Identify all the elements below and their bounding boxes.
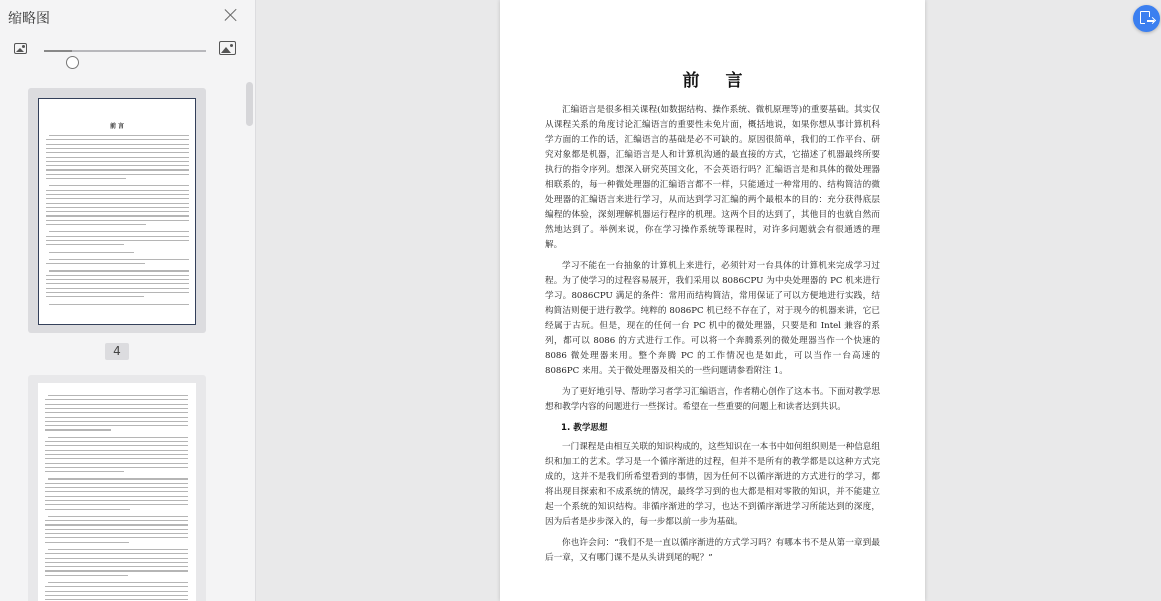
thumbnail-text-line: [48, 582, 188, 583]
thumbnail-text-line: [46, 152, 189, 153]
thumbnail-text-line: [46, 194, 189, 195]
slider-thumb[interactable]: [66, 56, 79, 69]
thumbnail-text-line: [46, 207, 189, 208]
thumbnail-text-line: [48, 478, 188, 479]
thumbnail-text-line: [46, 161, 189, 162]
thumbnail-text-line: [46, 165, 189, 166]
thumbnail-title: 前 言: [109, 123, 125, 130]
thumbnail-text-line: [45, 562, 188, 563]
paragraph: 一门课程是由相互关联的知识构成的，这些知识在一本书中如何组织则是一种信息组织和加工的艺术。学习是一个循序渐进的过程，但并不是所有的教学都是以这种方式完成的，这并不是我们所希望看到的事情，因为任何不以循序渐进的方式进行的学习，都将出现目探索和不成系统的情况，最终学习到的也大都是相对零散的知识，并不能建立起一个系统的知识结构。非循序渐进的学习，也达不到循序渐进学习所能达到的深度，因为后者是步步深入的，每一步都以前一步为基础。: [545, 442, 880, 527]
thumbnail-text-line: [45, 553, 188, 554]
thumbnail-text-line: [46, 215, 189, 216]
document-body: [545, 103, 880, 572]
thumbnail-text-line: [45, 524, 188, 525]
thumbnail-text-line: [45, 586, 188, 587]
thumbnail-text-line: [45, 441, 188, 442]
thumbnail-text-line: [45, 504, 188, 505]
thumbnail-text-line: [46, 157, 189, 158]
thumbnail-zoom-slider[interactable]: [44, 50, 206, 52]
paragraph: 你也许会问：“我们不是一直以循序渐进的方式学习吗？有哪本书不是从第一章到最后一章，又有哪门课不是从头讲到尾的呢？”: [545, 538, 880, 563]
thumbnail-text-line: [49, 304, 189, 305]
thumbnail-text-line: [45, 570, 188, 571]
page-title: 前言: [682, 71, 769, 91]
thumbnail-text-line: [49, 259, 189, 260]
thumbnail-text-line: [49, 135, 189, 136]
thumbnail-text-line: [46, 178, 126, 179]
thumbnail-text-line: [45, 542, 129, 543]
thumbnail-text-line: [45, 491, 188, 492]
thumbnail-text-line: [46, 292, 189, 293]
thumbnail-page-number: 4: [105, 343, 129, 360]
thumbnail-page-4[interactable]: [28, 88, 206, 333]
close-icon[interactable]: [222, 6, 240, 24]
slider-fill: [44, 50, 72, 52]
paragraph: 学习不能在一台抽象的计算机上来进行，必须针对一台具体的计算机来完成学习过程。为了使学习的过程容易展开，我们采用以 8086CPU 为中央处理器的 PC 机来进行学习。8086CPU 满足的条件：常用而结构简洁，常用保证了可以方便地进行实践，结构简洁则便于进行教学。纯粹的 8086PC 机已经不存在了，对于现今的机器来讲，它已经属于古玩。但是，现在的任何一台 PC 机中的微处理器，只要是和 Intel 兼容的系列，都可以 8086 的方式进行工作。可以将一个奔腾系列的微处理器当作一个快速的 8086 微处理器来用。整个奔腾 PC 的工作情况也是如此，可以当作一台高速的 8086PC 来用。关于微处理器及相关的一些问题请参看附注 1。: [545, 261, 880, 376]
paragraph: 汇编语言是很多相关课程(如数据结构、操作系统、微机原理等)的重要基础。其实仅从课程关系的角度讨论汇编语言的重要性未免片面，概括地说，如果你想从事计算机科学方面的工作的话，汇编语言的基础是必不可缺的。原因很简单，我们的工作平台、研究对象都是机器，汇编语言是人和计算机沟通的最直接的方式，它描述了机器最终所要执行的指令序列。想深入研究英国文化，不会英语行吗？汇编语言是和具体的微处理器相联系的，每一种微处理器的汇编语言都不一样，只能通过一种常用的、结构简洁的微处理器的汇编语言来进行学习，从而达到学习汇编的两个最根本的目的：充分获得底层编程的体验，深刻理解机器运行程序的机理。这两个目的达到了，其他目的也就自然而然地达到了。举例来说，你在学习操作系统等课程时，对许多问题就会有很通透的理解。: [545, 105, 880, 250]
thumbnail-zoom-row: [0, 38, 256, 62]
thumbnail-text-line: [46, 236, 189, 237]
image-large-icon[interactable]: [219, 41, 236, 55]
thumbnail-text-line: [46, 148, 189, 149]
thumbnail-text-line: [45, 429, 111, 430]
thumbnail-text-line: [45, 500, 188, 501]
thumbnail-text-line: [45, 450, 188, 451]
thumbnail-text-line: [46, 190, 189, 191]
thumbnail-text-line: [49, 231, 189, 232]
thumbnail-text-line: [45, 421, 188, 422]
thumbnail-text-line: [49, 252, 134, 253]
thumbnail-text-line: [48, 516, 188, 517]
thumbnail-text-line: [45, 404, 188, 405]
thumbnail-text-line: [46, 203, 189, 204]
thumbnail-text-line: [46, 263, 145, 264]
thumbnail-text-line: [46, 220, 189, 221]
thumbnail-text-line: [46, 279, 189, 280]
thumbnail-text-line: [48, 395, 188, 396]
thumbnail-text-line: [45, 599, 188, 600]
thumbnail-text-line: [48, 549, 188, 550]
thumbnail-text-line: [46, 198, 189, 199]
thumbnail-text-line: [45, 408, 188, 409]
thumbnail-text-line: [45, 467, 188, 468]
thumbnail-text-line: [46, 144, 189, 145]
thumbnail-page-preview: [38, 98, 196, 325]
thumbnail-text-line: [45, 463, 188, 464]
sidebar-title: 缩略图: [8, 11, 50, 27]
thumbnail-text-line: [45, 595, 188, 596]
thumbnail-text-line: [46, 244, 124, 245]
thumbnail-text-line: [46, 211, 189, 212]
thumbnail-text-line: [45, 487, 188, 488]
thumbnail-text-line: [48, 437, 188, 438]
thumbnail-sidebar: [0, 0, 256, 601]
thumbnail-text-line: [45, 566, 188, 567]
thumbnail-text-line: [45, 454, 188, 455]
thumbnail-text-line: [46, 139, 189, 140]
thumbnail-page-5[interactable]: [28, 375, 206, 601]
thumbnail-text-line: [45, 471, 124, 472]
document-export-icon[interactable]: [1133, 5, 1160, 32]
thumbnail-text-line: [46, 283, 189, 284]
thumbnail-text-line: [45, 483, 188, 484]
section-heading: 1. 教学思想: [561, 423, 608, 433]
thumbnail-text-line: [45, 399, 188, 400]
thumbnail-text-line: [45, 496, 188, 497]
sidebar-scrollbar[interactable]: [246, 82, 253, 126]
thumbnail-text-line: [45, 558, 188, 559]
thumbnail-text-line: [46, 224, 146, 225]
thumbnail-text-line: [49, 185, 189, 186]
thumbnail-text-line: [45, 575, 128, 576]
thumbnail-text-line: [45, 425, 188, 426]
document-page: [500, 0, 925, 601]
thumbnail-page-preview-next: [38, 383, 196, 601]
thumbnail-text-line: [45, 445, 188, 446]
thumbnail-text-line: [45, 533, 188, 534]
image-small-icon[interactable]: [14, 43, 27, 54]
thumbnail-text-line: [46, 174, 189, 175]
arrow-glyph: [1145, 17, 1154, 25]
thumbnail-text-line: [49, 270, 189, 271]
thumbnail-text-line: [45, 591, 188, 592]
thumbnail-text-line: [46, 288, 189, 289]
thumbnail-text-line: [45, 417, 188, 418]
thumbnail-text-line: [45, 537, 188, 538]
paragraph: 为了更好地引导、帮助学习者学习汇编语言，作者精心创作了这本书。下面对教学思想和教学内容的问题进行一些探讨。希望在一些重要的问题上和读者达到共识。: [545, 387, 880, 412]
thumbnail-text-line: [46, 240, 189, 241]
thumbnail-text-line: [46, 169, 189, 170]
thumbnail-text-line: [46, 296, 144, 297]
thumbnail-text-line: [45, 520, 188, 521]
thumbnail-text-line: [45, 458, 188, 459]
thumbnail-text-line: [45, 529, 188, 530]
thumbnail-text-line: [45, 509, 130, 510]
thumbnail-text-line: [46, 275, 189, 276]
thumbnail-text-line: [45, 412, 188, 413]
